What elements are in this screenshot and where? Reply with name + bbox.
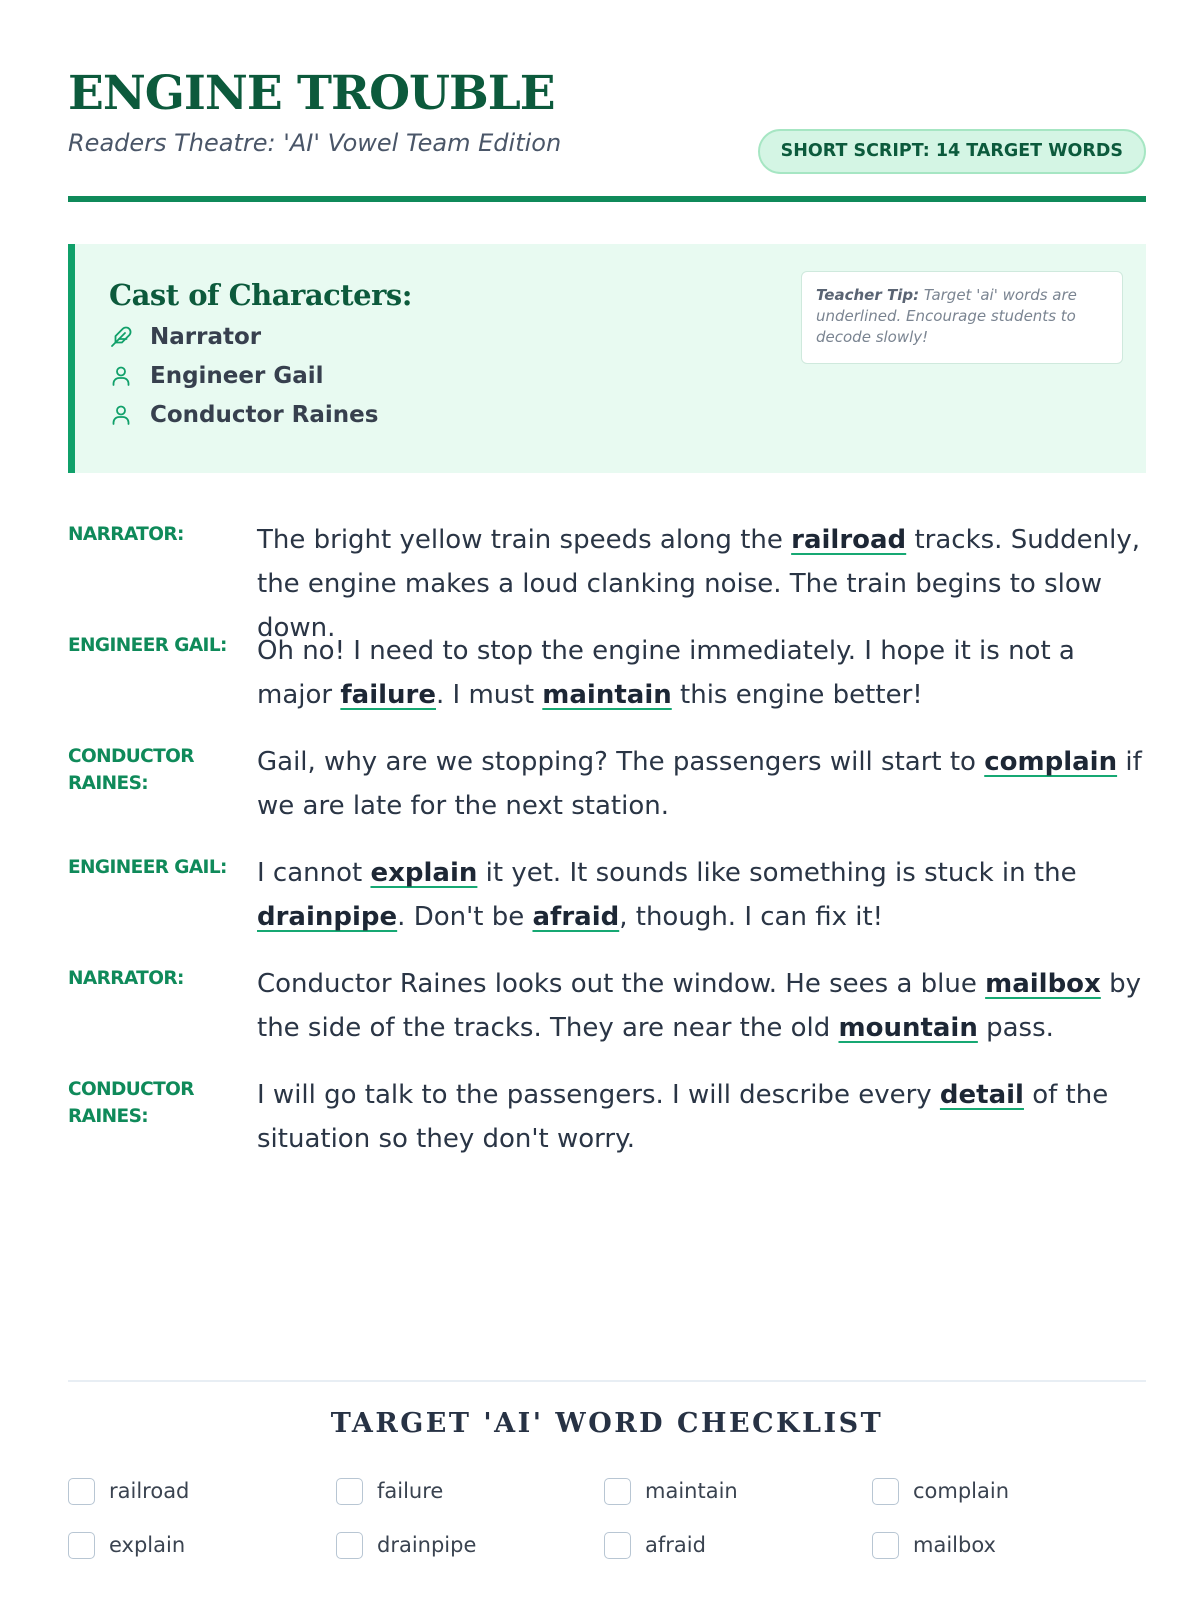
target-words-badge: SHORT SCRIPT: 14 TARGET WORDS: [758, 129, 1146, 174]
checklist-word: explain: [109, 1533, 186, 1557]
speaker-label: NARRATOR:: [68, 524, 184, 545]
cast-member-engineer-gail: [109, 361, 324, 391]
speaker-label: ENGINEER GAIL:: [68, 635, 227, 656]
target-word: railroad: [791, 525, 907, 555]
dialogue-text: [257, 740, 1146, 828]
target-word: afraid: [532, 902, 620, 932]
target-word: mailbox: [985, 969, 1101, 999]
checkbox[interactable]: [68, 1532, 95, 1559]
dialogue-segment: if we are late for the next station.: [257, 747, 1142, 821]
checklist-item[interactable]: [68, 1476, 189, 1506]
cast-member-conductor-raines: [109, 400, 378, 430]
checklist-word: complain: [913, 1479, 1010, 1503]
checklist-item[interactable]: [68, 1530, 185, 1560]
dialogue-text: [257, 851, 1146, 939]
speaker-label: CONDUCTOR RAINES:: [68, 1079, 194, 1127]
checkbox[interactable]: [336, 1478, 363, 1505]
checkbox[interactable]: [604, 1532, 631, 1559]
dialogue-segment: I cannot: [257, 858, 371, 888]
target-word: drainpipe: [257, 902, 398, 932]
dialogue-segment: by the side of the tracks. They are near the old: [257, 969, 1141, 1043]
dialogue-segment: pass.: [977, 1013, 1054, 1043]
checkbox[interactable]: [604, 1478, 631, 1505]
dialogue-segment: Oh no! I need to stop the engine immediately. I hope it is not a major: [257, 636, 1075, 710]
dialogue-text: [257, 962, 1146, 1050]
page-title: ENGINE TROUBLE: [68, 66, 555, 121]
dialogue-segment: it yet. It sounds like something is stuck in the: [477, 858, 1077, 888]
checklist-word: drainpipe: [377, 1533, 477, 1557]
dialogue-segment: Conductor Raines looks out the window. He sees a blue: [257, 969, 986, 999]
checklist-item[interactable]: [604, 1476, 738, 1506]
speaker-label: ENGINEER GAIL:: [68, 857, 227, 878]
teacher-tip-label: Teacher Tip:: [816, 286, 920, 304]
target-word: explain: [370, 858, 478, 888]
checklist-word: afraid: [645, 1533, 706, 1557]
dialogue-segment: . I must: [436, 680, 543, 710]
cast-member-label: Conductor Raines: [150, 402, 379, 428]
dialogue-segment: Gail, why are we stopping? The passengers will start to: [257, 747, 985, 777]
dialogue-text: [257, 1073, 1146, 1161]
dialogue-segment: I will go talk to the passengers. I will describe every: [257, 1080, 940, 1110]
checklist-title: TARGET 'AI' WORD CHECKLIST: [330, 1408, 884, 1439]
target-word: complain: [984, 747, 1118, 777]
dialogue-segment: . Don't be: [397, 902, 533, 932]
target-word: maintain: [542, 680, 672, 710]
target-word: failure: [340, 680, 437, 710]
checklist-item[interactable]: [604, 1530, 706, 1560]
header-divider: [68, 196, 1146, 202]
dialogue-segment: of the situation so they don't worry.: [257, 1080, 1109, 1154]
header: [68, 66, 1146, 161]
target-word: detail: [939, 1080, 1024, 1110]
teacher-tip-text: Target 'ai' words are underlined. Encourage students to decode slowly!: [816, 286, 1077, 346]
dialogue-segment: this engine better!: [671, 680, 923, 710]
checkbox[interactable]: [336, 1532, 363, 1559]
cast-member-narrator: [109, 322, 261, 352]
target-word: mountain: [838, 1013, 978, 1043]
dialogue-segment: tracks. Suddenly, the engine makes a loud clanking noise. The train begins to slow down.: [257, 525, 1141, 643]
checklist-item[interactable]: [336, 1530, 476, 1560]
dialogue-segment: The bright yellow train speeds along the: [257, 525, 792, 555]
teacher-tip: [801, 271, 1123, 364]
checklist-word: mailbox: [913, 1533, 996, 1557]
dialogue-text: [257, 629, 1146, 717]
checklist-item[interactable]: [872, 1476, 1009, 1506]
checklist-word: failure: [377, 1479, 444, 1503]
feather-pen-icon: [109, 325, 133, 349]
cast-title: Cast of Characters:: [109, 278, 412, 312]
checkbox[interactable]: [872, 1532, 899, 1559]
speaker-label: CONDUCTOR RAINES:: [68, 746, 194, 794]
cast-member-label: Engineer Gail: [150, 363, 324, 389]
speaker-label: NARRATOR:: [68, 968, 184, 989]
checklist-word: railroad: [109, 1479, 190, 1503]
checklist-item[interactable]: [872, 1530, 996, 1560]
checkbox[interactable]: [872, 1478, 899, 1505]
checklist-word: maintain: [645, 1479, 738, 1503]
person-icon: [109, 403, 133, 427]
checklist-item[interactable]: [336, 1476, 443, 1506]
checklist-divider: [68, 1380, 1146, 1382]
checkbox[interactable]: [68, 1478, 95, 1505]
page-subtitle: Readers Theatre: 'AI' Vowel Team Edition: [68, 129, 562, 157]
dialogue-segment: , though. I can fix it!: [619, 902, 884, 932]
person-icon: [109, 364, 133, 388]
cast-member-label: Narrator: [150, 324, 262, 350]
cast-panel: [68, 244, 1146, 473]
